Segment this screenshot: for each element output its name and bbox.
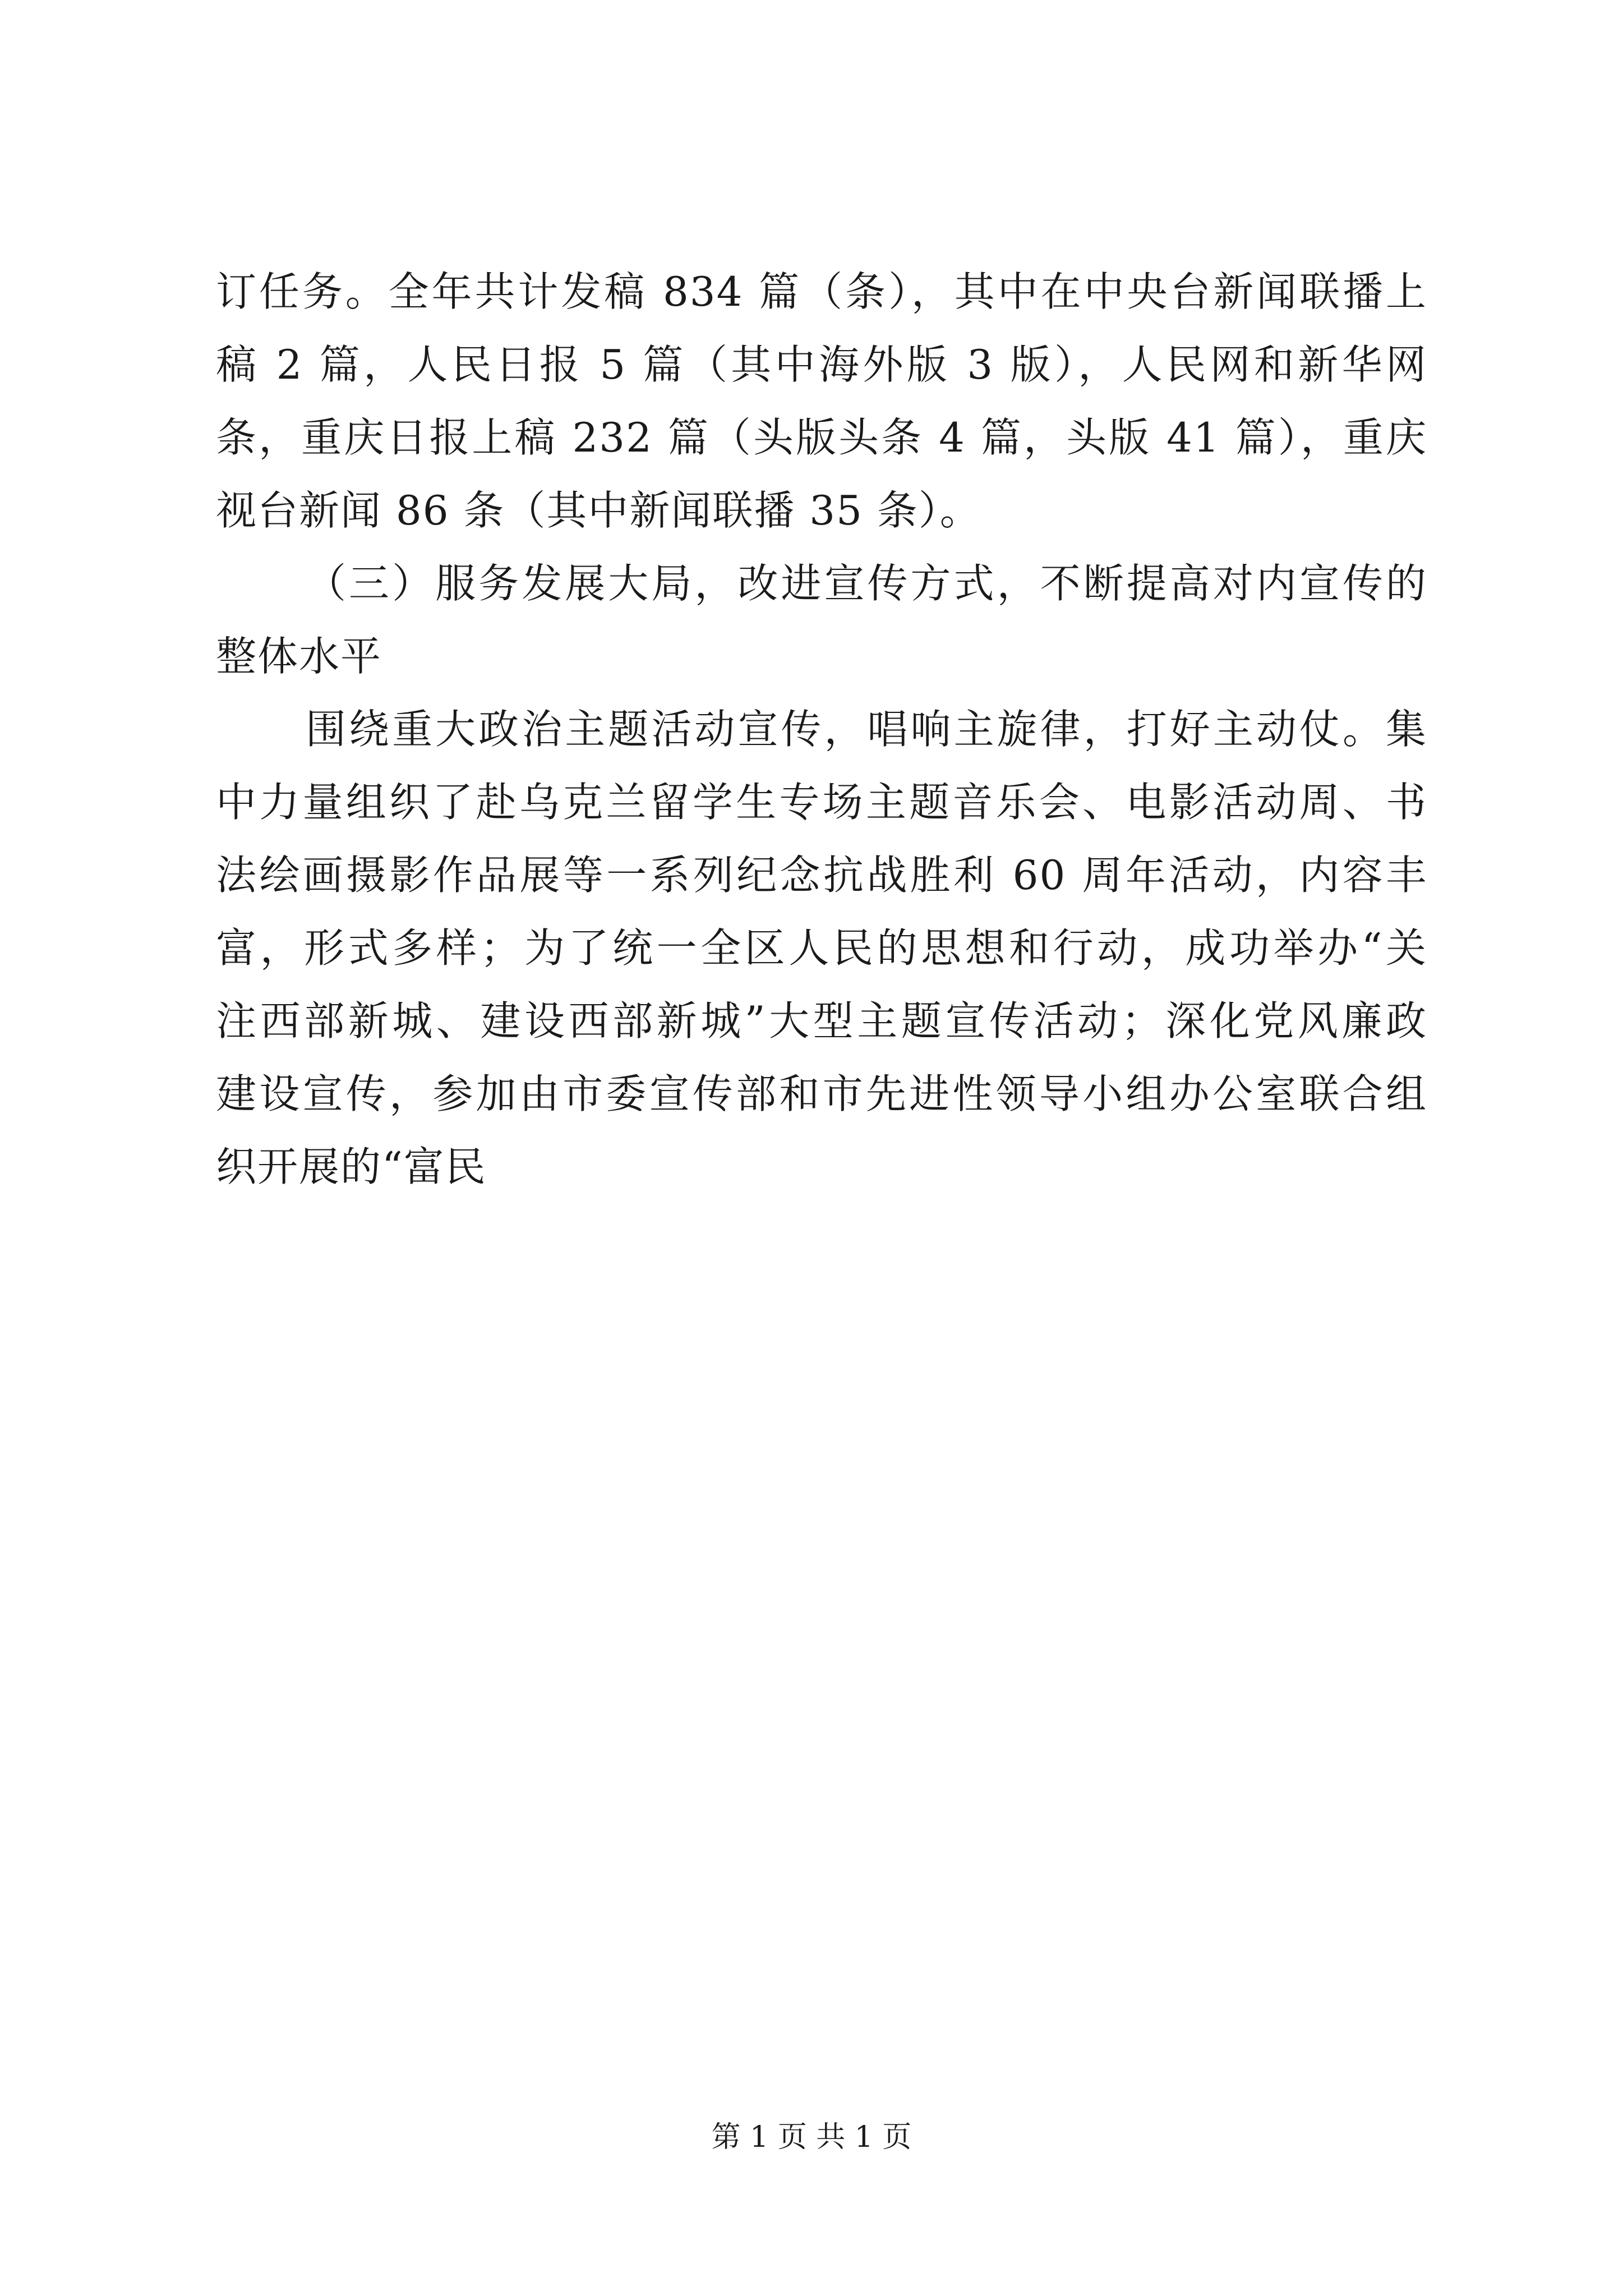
section-heading-line-1: （三）服务发展大局，改进宣传方式，不断提高对内宣传的 bbox=[306, 560, 1427, 607]
paragraph-1-line-3: 条，重庆日报上稿 232 篇（头版头条 4 篇，头版 41 篇），重庆 bbox=[216, 414, 1427, 461]
paragraph-3-line-2: 中力量组织了赴乌克兰留学生专场主题音乐会、电影活动周、书 bbox=[216, 779, 1427, 826]
paragraph-3-line-3: 法绘画摄影作品展等一系列纪念抗战胜利 60 周年活动，内容丰 bbox=[216, 852, 1427, 899]
paragraph-3-line-7: 织开展的“富民 bbox=[216, 1143, 487, 1190]
paragraph-3-line-5: 注西部新城、建设西部新城”大型主题宣传活动；深化党风廉政 bbox=[216, 997, 1427, 1045]
paragraph-3-line-4: 富，形式多样；为了统一全区人民的思想和行动，成功举办“关 bbox=[216, 924, 1427, 972]
page-footer: 第 1 页 共 1 页 bbox=[711, 2120, 912, 2154]
paragraph-1-line-4: 视台新闻 86 条（其中新闻联播 35 条）。 bbox=[216, 487, 981, 534]
paragraph-1-line-1: 订任务。全年共计发稿 834 篇（条），其中在中央台新闻联播上 bbox=[216, 268, 1427, 315]
paragraph-3-line-1: 围绕重大政治主题活动宣传，唱响主旋律，打好主动仗。集 bbox=[306, 706, 1427, 753]
section-heading-line-2: 整体水平 bbox=[216, 633, 382, 680]
paragraph-3-line-6: 建设宣传，参加由市委宣传部和市先进性领导小组办公室联合组 bbox=[216, 1070, 1427, 1117]
document-body bbox=[216, 255, 1427, 1203]
paragraph-1-line-2: 稿 2 篇，人民日报 5 篇（其中海外版 3 版），人民网和新华网 bbox=[216, 341, 1427, 388]
